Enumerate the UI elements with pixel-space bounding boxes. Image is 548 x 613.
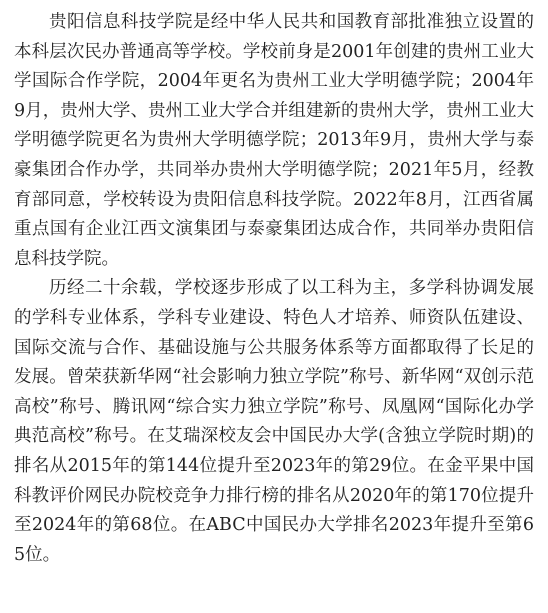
paragraph-history: 贵阳信息科技学院是经中华人民共和国教育部批准独立设置的本科层次民办普通高等学校。学校前身是2001年创建的贵州工业大学国际合作学院，2004年更名为贵州工业大学明德学院；2004年9月，贵州大学、贵州工业大学合并组建新的贵州大学，贵州工业大学明德学院更名为贵州大学明德学院；2013年9月，贵州大学与泰豪集团合作办学，共同举办贵州大学明德学院；2021年5月，经教育部同意，学校转设为贵阳信息科技学院。2022年8月，江西省属重点国有企业江西文演集团与泰豪集团达成合作，共同举办贵阳信息科技学院。 [14,12,534,269]
paragraph-achievements: 历经二十余载，学校逐步形成了以工科为主，多学科协调发展的学科专业体系，学科专业建设、特色人才培养、师资队伍建设、国际交流与合作、基础设施与公共服务体系等方面都取得了长足的发展。曾荣获新华网“社会影响力独立学院”称号、新华网“双创示范高校”称号、腾讯网“综合实力独立学院”称号、凤凰网“国际化办学典范高校”称号。在艾瑞深校友会中国民办大学(含独立学院时期)的排名从2015年的第144位提升至2023年的第29位。在金平果中国科教评价网民办院校竞争力排行榜的排名从2020年的第170位提升至2024年的第68位。在ABC中国民办大学排名2023年提升至第65位。 [14,278,534,565]
